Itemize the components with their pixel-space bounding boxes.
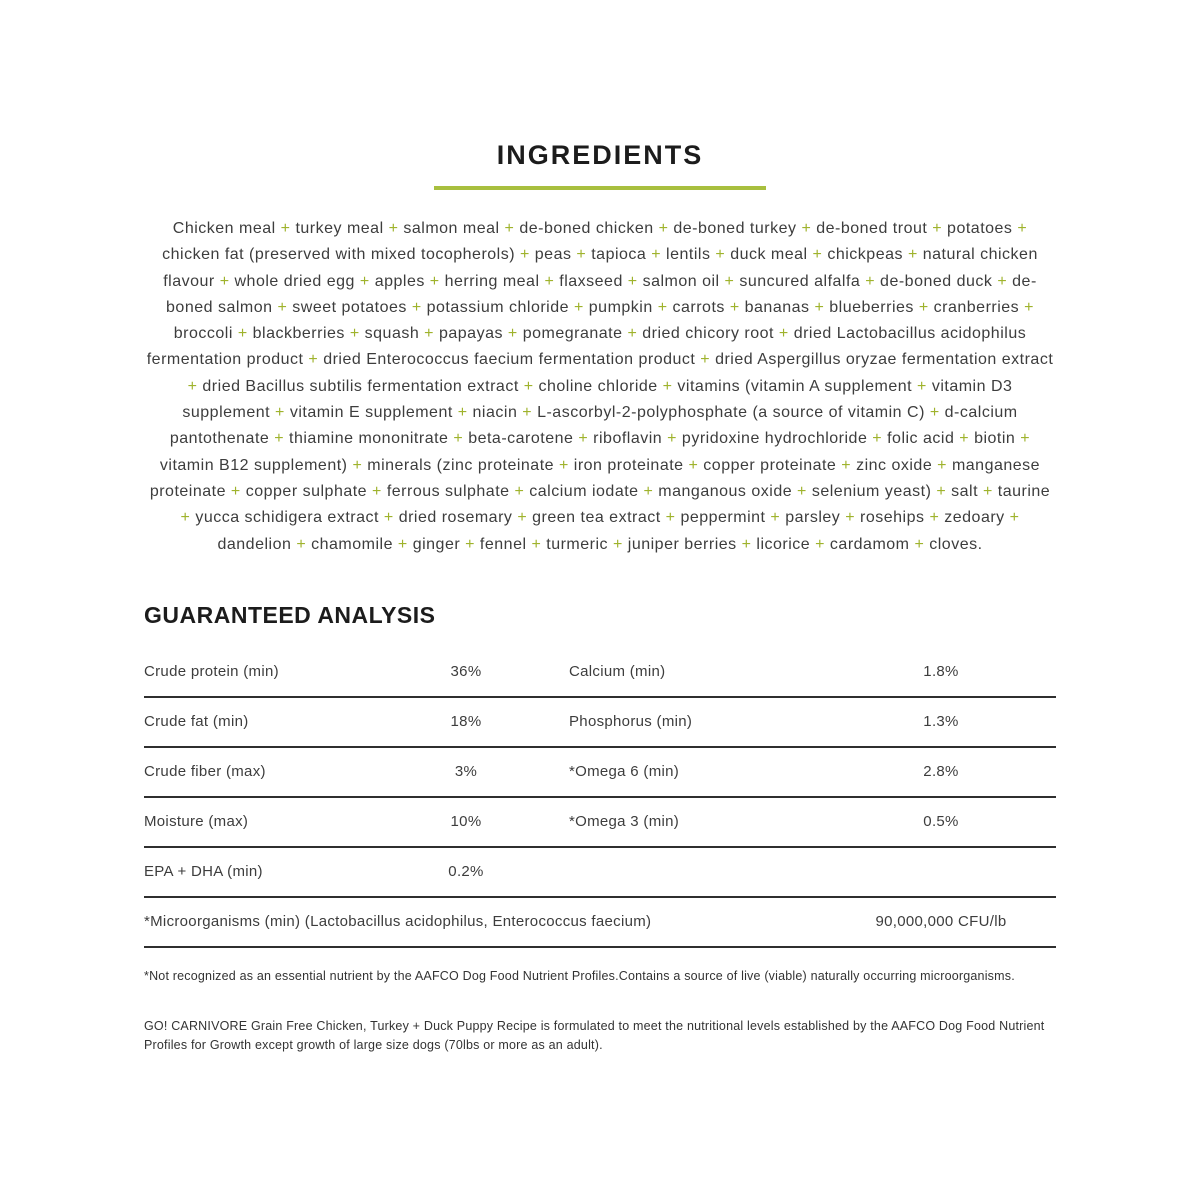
guaranteed-analysis-title: GUARANTEED ANALYSIS: [144, 601, 436, 628]
plus-separator: +: [638, 482, 659, 500]
plus-separator: +: [270, 404, 290, 422]
plus-separator: +: [924, 404, 945, 422]
plus-separator: +: [419, 325, 439, 343]
analysis-label: *Microorganisms (min) (Lactobacillus acidophilus, Enterococcus faecium): [144, 913, 652, 931]
aafco-footnote: *Not recognized as an essential nutrient by the AAFCO Dog Food Nutrient Profiles.Contains a source of live (viable) naturally occurring microorganisms.: [144, 968, 1015, 983]
plus-separator: +: [448, 430, 469, 448]
plus-separator: +: [719, 272, 740, 290]
plus-separator: +: [569, 298, 589, 316]
analysis-value: 18%: [450, 713, 482, 731]
plus-separator: +: [657, 377, 678, 395]
plus-separator: +: [710, 246, 731, 264]
plus-separator: +: [695, 351, 716, 369]
analysis-label: Calcium (min): [569, 663, 666, 681]
plus-separator: +: [807, 246, 828, 264]
table-row: [144, 798, 1056, 848]
plus-separator: +: [515, 246, 535, 264]
analysis-value: 0.2%: [448, 863, 484, 881]
analysis-label: *Omega 6 (min): [569, 763, 680, 781]
plus-separator: +: [499, 220, 520, 237]
title-underline-rule: [434, 186, 766, 190]
plus-separator: +: [1015, 430, 1031, 448]
plus-separator: +: [460, 535, 480, 553]
plus-separator: +: [912, 377, 932, 395]
plus-separator: +: [406, 298, 427, 316]
plus-separator: +: [269, 430, 290, 448]
plus-separator: +: [927, 220, 948, 237]
analysis-value: 0.5%: [923, 813, 959, 831]
plus-separator: +: [810, 535, 830, 553]
analysis-label: Moisture (max): [144, 813, 249, 831]
plus-separator: +: [646, 246, 667, 264]
plus-separator: +: [573, 430, 594, 448]
analysis-value: 90,000,000 CFU/lb: [875, 913, 1007, 931]
plus-separator: +: [653, 220, 674, 237]
plus-separator: +: [554, 456, 574, 474]
plus-separator: +: [367, 482, 387, 500]
formulation-disclaimer: GO! CARNIVORE Grain Free Chicken, Turkey + Duck Puppy Recipe is formulated to meet the nutritional levels established by the AAFCO Dog Food Nutrient Profiles for Growth except growth of large size dogs (70lbs or more as an adult).: [144, 1018, 1045, 1052]
plus-separator: +: [809, 298, 830, 316]
table-row: [144, 848, 1056, 898]
plus-separator: +: [796, 220, 817, 237]
analysis-value: 1.3%: [923, 713, 959, 731]
ingredients-text: Chicken meal + turkey meal + salmon meal + de-boned chicken + de-boned turkey + de-boned trout + potatoes + chicken fat (preserved with mixed tocopherols) + peas + tapioca + lentils + duck meal + chickpeas + natural chicken flavour + whole dried egg + apples + herring meal + flaxseed + salmon oil + suncured alfalfa + de-boned duck + de-boned salmon + sweet potatoes + potassium chloride + pumpkin + carrots + bananas + blueberries + cranberries + broccoli + blackberries + squash + papayas + pomegranate + dried chicory root + dried Lactobacillus acidophilus fermentation product + dried Enterococcus faecium fermentation product + dried Aspergillus oryzae fermentation extract + dried Bacillus subtilis fermentation extract + choline chloride + vitamins (vitamin A supplement + vitamin D3 supplement + vitamin E supplement + niacin + L-ascorbyl-2-polyphosphate (a source of vitamin C) + d-calcium pantothenate + thiamine mononitrate + beta-carotene + riboflavin + pyridoxine hydrochloride + folic acid + biotin + vitamin B12 supplement) + minerals (zinc proteinate + iron proteinate + copper proteinate + zinc oxide + manganese proteinate + copper sulphate + ferrous sulphate + calcium iodate + manganous oxide + selenium yeast) + salt + taurine + yucca schidigera extract + dried rosemary + green tea extract + peppermint + parsley + rosehips + zedoary + dandelion + chamomile + ginger + fennel + turmeric + juniper berries + licorice + cardamom + cloves.: [146, 220, 1054, 553]
plus-separator: +: [992, 272, 1013, 290]
plus-separator: +: [291, 535, 312, 553]
plus-separator: +: [836, 456, 857, 474]
plus-separator: +: [526, 535, 547, 553]
plus-separator: +: [512, 509, 533, 527]
analysis-label: *Omega 3 (min): [569, 813, 680, 831]
plus-separator: +: [1019, 298, 1034, 316]
analysis-value: 36%: [450, 663, 482, 681]
plus-separator: +: [518, 377, 539, 395]
table-row-microorganisms: [144, 898, 1056, 948]
plus-separator: +: [683, 456, 704, 474]
plus-separator: +: [232, 325, 253, 343]
analysis-label: Crude fiber (max): [144, 763, 266, 781]
plus-separator: +: [452, 404, 473, 422]
analysis-label: Crude fat (min): [144, 713, 249, 731]
plus-separator: +: [571, 246, 592, 264]
plus-separator: +: [502, 325, 523, 343]
analysis-label: Phosphorus (min): [569, 713, 693, 731]
plus-separator: +: [773, 325, 794, 343]
plus-separator: +: [1004, 509, 1020, 527]
plus-separator: +: [931, 482, 952, 500]
plus-separator: +: [214, 272, 235, 290]
table-row: [144, 748, 1056, 798]
plus-separator: +: [932, 456, 952, 474]
analysis-value: 1.8%: [923, 663, 959, 681]
plus-separator: +: [509, 482, 530, 500]
plus-separator: +: [903, 246, 923, 264]
plus-separator: +: [303, 351, 324, 369]
guaranteed-analysis-table: [144, 648, 1056, 948]
plus-separator: +: [272, 298, 293, 316]
plus-separator: +: [517, 404, 538, 422]
table-row: [144, 648, 1056, 698]
plus-separator: +: [383, 220, 404, 237]
plus-separator: +: [424, 272, 445, 290]
plus-separator: +: [378, 509, 399, 527]
product-info-panel: [144, 0, 1056, 1055]
plus-separator: +: [924, 509, 945, 527]
plus-separator: +: [180, 509, 196, 527]
table-row: [144, 698, 1056, 748]
analysis-value: 10%: [450, 813, 482, 831]
analysis-label: EPA + DHA (min): [144, 863, 263, 881]
plus-separator: +: [867, 430, 888, 448]
plus-separator: +: [662, 430, 682, 448]
analysis-value: 2.8%: [923, 763, 959, 781]
plus-separator: +: [652, 298, 673, 316]
analysis-value: 3%: [454, 763, 478, 781]
plus-separator: +: [622, 325, 643, 343]
plus-separator: +: [354, 272, 375, 290]
plus-separator: +: [275, 220, 296, 237]
plus-separator: +: [736, 535, 757, 553]
plus-separator: +: [1012, 220, 1028, 237]
plus-separator: +: [860, 272, 881, 290]
plus-separator: +: [608, 535, 628, 553]
plus-separator: +: [347, 456, 368, 474]
plus-separator: +: [724, 298, 745, 316]
plus-separator: +: [187, 377, 203, 395]
plus-separator: +: [840, 509, 861, 527]
analysis-label: Crude protein (min): [144, 663, 279, 681]
plus-separator: +: [344, 325, 365, 343]
plus-separator: +: [792, 482, 812, 500]
plus-separator: +: [392, 535, 413, 553]
plus-separator: +: [539, 272, 560, 290]
plus-separator: +: [909, 535, 930, 553]
plus-separator: +: [765, 509, 786, 527]
plus-separator: +: [660, 509, 681, 527]
plus-separator: +: [622, 272, 643, 290]
plus-separator: +: [225, 482, 246, 500]
plus-separator: +: [913, 298, 934, 316]
plus-separator: +: [954, 430, 975, 448]
plus-separator: +: [978, 482, 998, 500]
ingredients-title: INGREDIENTS: [496, 140, 704, 170]
